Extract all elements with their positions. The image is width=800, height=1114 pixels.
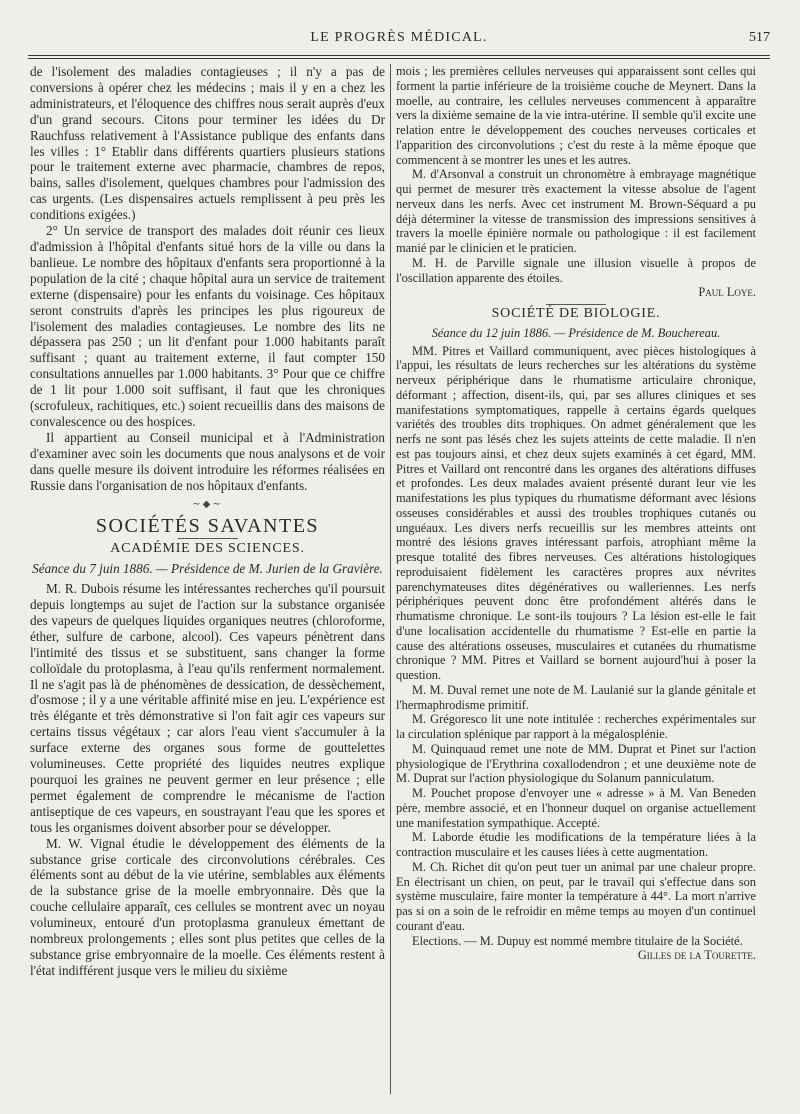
paragraph: Elections. — M. Dupuy est nommé membre titulaire de la Société. [412, 933, 743, 948]
biology-session: Séance du 12 juin 1886. — Présidence de M. Bouchereau. [431, 325, 721, 340]
academy-title: ACADÉMIE DES SCIENCES. [110, 541, 305, 557]
header-rule-thin [28, 58, 770, 59]
signature: Paul Loye. [698, 285, 756, 300]
paragraph: M. H. de Parville signale une illusion visuelle à propos de l'oscillation apparente des étoiles. [396, 255, 756, 285]
title-dash [178, 538, 238, 539]
column-divider [390, 64, 391, 1094]
paragraph: M. Quinquaud remet une note de MM. Duprat et Pinet sur l'action physiologique de l'Erythrina coxallodendron ; et une deuxième note de M. Duprat sur l'action physiologique du Solanum panniculatum. [396, 741, 756, 786]
header-rule [28, 55, 770, 56]
paragraph: mois ; les premières cellules nerveuses qui apparaissent sont celles qui forment la partie inférieure de la troisième couche de Meynert. Dans la moelle, au contraire, les cellules nerveuses commencent à apparaître vers la dixième semaine de la vie intra-utérine. Il semble qu'il excite une relation entre le développement des couches nerveuses corticales et l'apparition des circonvolutions ; c'est du reste à la même époque que commencent à se montrer les unes et les autres. [396, 64, 756, 167]
paragraph: M. M. Duval remet une note de M. Laulanié sur la glande génitale et l'hermaphrodisme primitif. [396, 682, 756, 712]
section-divider [546, 304, 606, 305]
biology-title: SOCIÉTÉ DE BIOLOGIE. [491, 306, 661, 321]
academy-session: Séance du 7 juin 1886. — Présidence de M. Jurien de la Gravière. [32, 561, 383, 577]
paragraph: 2° Un service de transport des malades doit réunir ces lieux d'admission à l'hôpital d'enfants situé hors de la ville ou dans la banlieue. Le nombre des hôpitaux d'enfants sera proportionné à la population de la cité ; chaque hôpital aura un service de traitement externe (dispensaire) pour les enfants du voisinage. Ces hôpitaux seront construits d'après les principes les plus rigoureux de l'isolement des maladies contagieuses. Le nombre des lits ne dépassera pas 250 ; un lit d'enfant pour 1.000 habitants paraît suffisant ; quant au traitement externe, il faut compter 150 consultations annuelles par 1.000 habitants. 3° Pour que ce chiffre de 1 lit pour 1.000 soit suffisant, il faut que les chroniques (scrofuleux, rachitiques, etc.) soient recueillis dans des maisons de convalescence ou des hospices. [30, 223, 385, 429]
paragraph: MM. Pitres et Vaillard communiquent, avec pièces histologiques à l'appui, les résultats de leurs recherches sur les altérations du système nerveux périphérique dans le rhumatisme articulaire chronique, déformant ; affection, disent-ils, qui, par ses allures cliniques et ses manifestations symptomatiques, rappelle à certains égards quelques variétés des troubles dits trophiques. On admet généralement que les nerfs ne sont pas lésés chez les sujets atteints de cette maladie. Il n'en est pas toujours ainsi, et chez deux sujets examinés à cet égard, MM. Pitres et Vaillard ont rencontré dans les organes des altérations diffuses et profondes. Les deux malades avaient présenté durant leur vie les manifestations les plus typiques du rhumatisme déformant avec lésions osseuses considérables et aussi des troubles trophiques cutanés ou unguéaux. Les divers nerfs recueillis sur les membres atteints ont montré des lésions graves intéressant parfois, atrophiant même la presque totalité des fibres nerveuses. Ces altérations histologiques reproduisaient fidèlement les caractères propres aux névrites parenchymateuses dites dégénératives ou walleriennes. Les nerfs périphériques peuvent donc être profondément altérés dans le rhumatisme chronique. Le sont-ils toujours ? La lésion est-elle le fait d'une localisation accidentelle du rhumatisme ? Est-elle en partie la cause des altérations osseuses, musculaires et cutanées du rhumatisme chronique ? MM. Pitres et Vaillard se bornent aujourd'hui à poser la question. [396, 343, 756, 682]
left-column [30, 64, 385, 1099]
section-title: SOCIÉTÉS SAVANTES [95, 515, 320, 538]
paragraph: M. Ch. Richet dit qu'on peut tuer un animal par une chaleur propre. En électrisant un chien, on peut, par le travail qui s'effectue dans son système musculaire, faire monter la température à 44°. La mort n'arrive pas si on a soin de le refroidir en même temps au moyen d'un continuel courant d'eau. [396, 859, 756, 933]
paragraph: M. R. Dubois résume les intéressantes recherches qu'il poursuit depuis longtemps au sujet de l'action sur la substance organisée des vapeurs de quelques liquides organiques neutres (chloroforme, éther, sulfure de carbone, alcool). Ces vapeurs pénètrent dans l'intimité des tissus et se substituent, sans changer la forme colloïdale du protoplasma, à l'eau qu'ils renferment normalement. Il ne s'agit pas là de phénomènes de dessication, de dessèchement, d'osmose ; il y a une véritable affinité mise en jeu. L'expérience est très élégante et très démonstrative si l'on fait agir ces vapeurs sur certains tissus végétaux ; car alors l'eau vient s'accumuler à la surface externe des organes sous forme de gouttelettes volumineuses. Cette propriété des liquides neutres explique pourquoi les graines ne peuvent germer en leur présence ; elle permet également de comprendre le mécanisme de l'action antiseptique de ces vapeurs, en soustrayant l'eau que les spores et tous les organismes doivent absorber pour se développer. [30, 581, 385, 835]
paragraph: M. W. Vignal étudie le développement des éléments de la substance grise corticale des circonvolutions cérébrales. Ces éléments sont au début de la vie utérine, semblables aux éléments de la substance grise de la moelle embryonnaire. Dès que la couche cellulaire apparaît, ces cellules se montrent avec un noyau volumineux, entouré d'un protoplasma granuleux émettant de nombreux prolongements ; elles sont plus petites que celles de la substance grise embryonnaire de la moelle. Ces éléments restent à l'état indifférent jusque vers le milieu du sixième [30, 835, 385, 978]
right-column [396, 64, 756, 1099]
paragraph: Il appartient au Conseil municipal et à l'Administration d'examiner avec soin les documents que nous analysons et de voir dans quelle mesure ils doivent introduire les réformes réalisées en Russie dans l'organisation de nos hôpitaux d'enfants. [30, 429, 385, 493]
paragraph: M. Laborde étudie les modifications de la température liées à la contraction musculaire et les causes liées à cette augmentation. [396, 830, 756, 859]
page-number: 517 [749, 30, 770, 45]
page-header [28, 30, 770, 52]
paragraph: M. Pouchet propose d'envoyer une « adresse » à M. Van Beneden père, membre associé, et en l'honneur duquel on organise actuellement une manifestation sympathique. Accepté. [396, 786, 756, 830]
paragraph: M. d'Arsonval a construit un chronomètre à embrayage magnétique qui permet de mesurer très exactement la vitesse absolue de l'agent nerveux dans les nerfs. Avec cet instrument M. Brown-Séquard a pu déjà déterminer la vitesse de transmission des impressions sensitives à travers la moelle épinière normale ou pathologique : il est facilement manié par le clinicien et le praticien. [396, 167, 756, 255]
signature: Gilles de la Tourette. [637, 948, 756, 963]
running-title: LE PROGRÈS MÉDICAL. [310, 30, 488, 45]
ornament: ∼◆∼ [192, 499, 223, 511]
paragraph: de l'isolement des maladies contagieuses ; il n'y a pas de conversions à opérer chez les médecins ; mais il y en a chez les administrateurs, et l'éloquence des chiffres nous serait auprès d'eux d'un grand secours. Citons pour terminer les idées du Dr Rauchfuss relativement à l'Assistance publique des enfants dans les villes : 1° Etablir dans différents quartiers plusieurs stations pour le traitement externe avec pharmacie, chambres de repos, bains, salles d'isolement, quelques chambres pour l'admission des cas urgents. (Les dispensaires actuels remplissent à peu près les conditions exigées.) [30, 64, 385, 223]
paragraph: M. Grégoresco lit une note intitulée : recherches expérimentales sur la circulation splénique par rapport à la mégalosplénie. [396, 712, 756, 741]
